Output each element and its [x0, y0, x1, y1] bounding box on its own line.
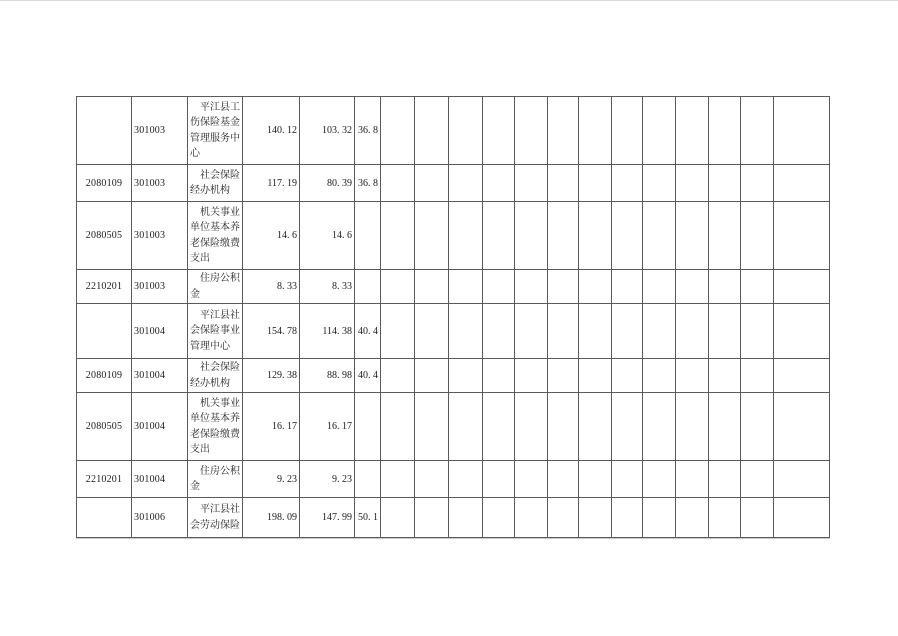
program-code-cell: 2080505 [77, 202, 132, 270]
empty-cell [415, 97, 449, 165]
empty-cell [415, 393, 449, 461]
empty-cell [381, 97, 415, 165]
empty-cell [612, 498, 643, 538]
empty-cell [579, 461, 612, 498]
empty-cell [483, 393, 515, 461]
empty-cell-wide [774, 498, 830, 538]
empty-cell [579, 498, 612, 538]
empty-cell [741, 304, 774, 359]
empty-cell [612, 202, 643, 270]
empty-cell [676, 202, 709, 270]
value-cell-1: 117. 19 [243, 165, 300, 202]
empty-cell [709, 270, 741, 304]
empty-cell [415, 165, 449, 202]
empty-cell [741, 97, 774, 165]
empty-cell-wide [774, 165, 830, 202]
empty-cell [612, 359, 643, 393]
unit-code-cell: 301004 [132, 461, 188, 498]
table-row [77, 393, 830, 461]
empty-cell [483, 165, 515, 202]
table-row [77, 498, 830, 538]
empty-cell [515, 393, 548, 461]
empty-cell [676, 498, 709, 538]
value-cell-2: 114. 38 [300, 304, 355, 359]
value-cell-2: 14. 6 [300, 202, 355, 270]
table-row [77, 165, 830, 202]
empty-cell [709, 165, 741, 202]
empty-cell [483, 461, 515, 498]
empty-cell [548, 498, 579, 538]
unit-name-text: 平江县工伤保险基金管理服务中心 [190, 101, 240, 159]
empty-cell [381, 202, 415, 270]
empty-cell [643, 165, 676, 202]
empty-cell [548, 304, 579, 359]
unit-name-cell [188, 97, 243, 165]
value-cell-3: 36. 8 [355, 97, 381, 165]
empty-cell [612, 393, 643, 461]
empty-cell [676, 165, 709, 202]
unit-code-cell: 301003 [132, 270, 188, 304]
value-cell-3: 40. 4 [355, 304, 381, 359]
value-cell-3 [355, 270, 381, 304]
unit-name-text: 平江县社会保险事业管理中心 [190, 309, 240, 352]
empty-cell [643, 359, 676, 393]
value-cell-2: 9. 23 [300, 461, 355, 498]
empty-cell [483, 498, 515, 538]
empty-cell [483, 202, 515, 270]
table-row [77, 202, 830, 270]
empty-cell [709, 359, 741, 393]
empty-cell [548, 202, 579, 270]
empty-cell [612, 97, 643, 165]
empty-cell-wide [774, 97, 830, 165]
table-row [77, 270, 830, 304]
empty-cell [515, 304, 548, 359]
unit-code-cell: 301003 [132, 202, 188, 270]
empty-cell [741, 393, 774, 461]
unit-name-cell [188, 461, 243, 498]
empty-cell-wide [774, 359, 830, 393]
empty-cell [381, 359, 415, 393]
empty-cell [643, 461, 676, 498]
value-cell-1: 16. 17 [243, 393, 300, 461]
empty-cell [579, 202, 612, 270]
program-code-cell: 2080505 [77, 393, 132, 461]
empty-cell [548, 270, 579, 304]
unit-name-text: 平江县社会劳动保险 [190, 504, 240, 531]
table-row [77, 97, 830, 165]
empty-cell [483, 359, 515, 393]
empty-cell-wide [774, 202, 830, 270]
unit-code-cell: 301004 [132, 304, 188, 359]
empty-cell [643, 393, 676, 461]
empty-cell [548, 97, 579, 165]
budget-table [76, 96, 830, 538]
empty-cell [643, 270, 676, 304]
unit-name-text: 机关事业单位基本养老保险缴费支出 [190, 206, 240, 264]
empty-cell [676, 461, 709, 498]
empty-cell [415, 304, 449, 359]
program-code-cell: 2080109 [77, 359, 132, 393]
empty-cell [381, 304, 415, 359]
empty-cell [709, 304, 741, 359]
empty-cell [643, 97, 676, 165]
unit-code-cell: 301003 [132, 165, 188, 202]
empty-cell [612, 461, 643, 498]
empty-cell [548, 393, 579, 461]
unit-name-cell [188, 393, 243, 461]
unit-name-text: 社会保险经办机构 [190, 169, 240, 196]
empty-cell [449, 393, 483, 461]
value-cell-3 [355, 393, 381, 461]
empty-cell [612, 304, 643, 359]
value-cell-1: 140. 12 [243, 97, 300, 165]
empty-cell [548, 359, 579, 393]
empty-cell [449, 97, 483, 165]
value-cell-1: 198. 09 [243, 498, 300, 538]
empty-cell [643, 498, 676, 538]
unit-name-cell [188, 165, 243, 202]
empty-cell [449, 165, 483, 202]
empty-cell [381, 393, 415, 461]
unit-name-cell [188, 202, 243, 270]
empty-cell [676, 393, 709, 461]
value-cell-3 [355, 461, 381, 498]
empty-cell-wide [774, 270, 830, 304]
value-cell-2: 88. 98 [300, 359, 355, 393]
value-cell-2: 16. 17 [300, 393, 355, 461]
empty-cell [415, 359, 449, 393]
empty-cell [515, 270, 548, 304]
empty-cell [709, 461, 741, 498]
empty-cell [483, 270, 515, 304]
empty-cell [449, 304, 483, 359]
empty-cell [449, 359, 483, 393]
table-row [77, 461, 830, 498]
empty-cell [449, 202, 483, 270]
empty-cell [415, 202, 449, 270]
empty-cell [709, 498, 741, 538]
table-row [77, 359, 830, 393]
value-cell-2: 80. 39 [300, 165, 355, 202]
value-cell-3: 36. 8 [355, 165, 381, 202]
empty-cell [676, 359, 709, 393]
value-cell-3 [355, 202, 381, 270]
empty-cell [579, 270, 612, 304]
empty-cell [449, 498, 483, 538]
empty-cell [483, 97, 515, 165]
empty-cell [548, 461, 579, 498]
empty-cell [643, 304, 676, 359]
empty-cell [579, 165, 612, 202]
unit-code-cell: 301004 [132, 359, 188, 393]
unit-name-text: 住房公积金 [190, 273, 240, 300]
unit-code-cell: 301003 [132, 97, 188, 165]
unit-name-text: 社会保险经办机构 [190, 362, 240, 389]
empty-cell-wide [774, 461, 830, 498]
value-cell-1: 129. 38 [243, 359, 300, 393]
empty-cell [449, 270, 483, 304]
empty-cell-wide [774, 393, 830, 461]
program-code-cell [77, 498, 132, 538]
empty-cell [676, 97, 709, 165]
value-cell-3: 40. 4 [355, 359, 381, 393]
empty-cell [643, 202, 676, 270]
value-cell-1: 8. 33 [243, 270, 300, 304]
empty-cell [741, 498, 774, 538]
program-code-cell: 2080109 [77, 165, 132, 202]
empty-cell [741, 270, 774, 304]
empty-cell [612, 165, 643, 202]
empty-cell [515, 202, 548, 270]
empty-cell [515, 165, 548, 202]
value-cell-1: 9. 23 [243, 461, 300, 498]
unit-name-cell [188, 498, 243, 538]
program-code-cell [77, 97, 132, 165]
empty-cell [579, 97, 612, 165]
empty-cell [515, 359, 548, 393]
empty-cell [415, 270, 449, 304]
program-code-cell: 2210201 [77, 461, 132, 498]
unit-code-cell: 301006 [132, 498, 188, 538]
empty-cell [381, 270, 415, 304]
empty-cell [381, 498, 415, 538]
program-code-cell: 2210201 [77, 270, 132, 304]
empty-cell [415, 498, 449, 538]
value-cell-1: 154. 78 [243, 304, 300, 359]
empty-cell [741, 359, 774, 393]
empty-cell [579, 393, 612, 461]
empty-cell-wide [774, 304, 830, 359]
unit-code-cell: 301004 [132, 393, 188, 461]
value-cell-2: 147. 99 [300, 498, 355, 538]
value-cell-2: 8. 33 [300, 270, 355, 304]
empty-cell [548, 165, 579, 202]
empty-cell [676, 304, 709, 359]
empty-cell [381, 165, 415, 202]
empty-cell [676, 270, 709, 304]
empty-cell [741, 461, 774, 498]
empty-cell [709, 97, 741, 165]
unit-name-text: 住房公积金 [190, 465, 240, 492]
table-row [77, 304, 830, 359]
empty-cell [741, 165, 774, 202]
unit-name-cell [188, 304, 243, 359]
empty-cell [515, 498, 548, 538]
program-code-cell [77, 304, 132, 359]
empty-cell [612, 270, 643, 304]
empty-cell [741, 202, 774, 270]
empty-cell [515, 461, 548, 498]
empty-cell [579, 359, 612, 393]
empty-cell [709, 393, 741, 461]
empty-cell [381, 461, 415, 498]
empty-cell [709, 202, 741, 270]
empty-cell [415, 461, 449, 498]
unit-name-cell [188, 270, 243, 304]
value-cell-1: 14. 6 [243, 202, 300, 270]
unit-name-cell [188, 359, 243, 393]
empty-cell [449, 461, 483, 498]
value-cell-2: 103. 32 [300, 97, 355, 165]
empty-cell [483, 304, 515, 359]
empty-cell [579, 304, 612, 359]
unit-name-text: 机关事业单位基本养老保险缴费支出 [190, 397, 240, 455]
value-cell-3: 50. 1 [355, 498, 381, 538]
empty-cell [515, 97, 548, 165]
